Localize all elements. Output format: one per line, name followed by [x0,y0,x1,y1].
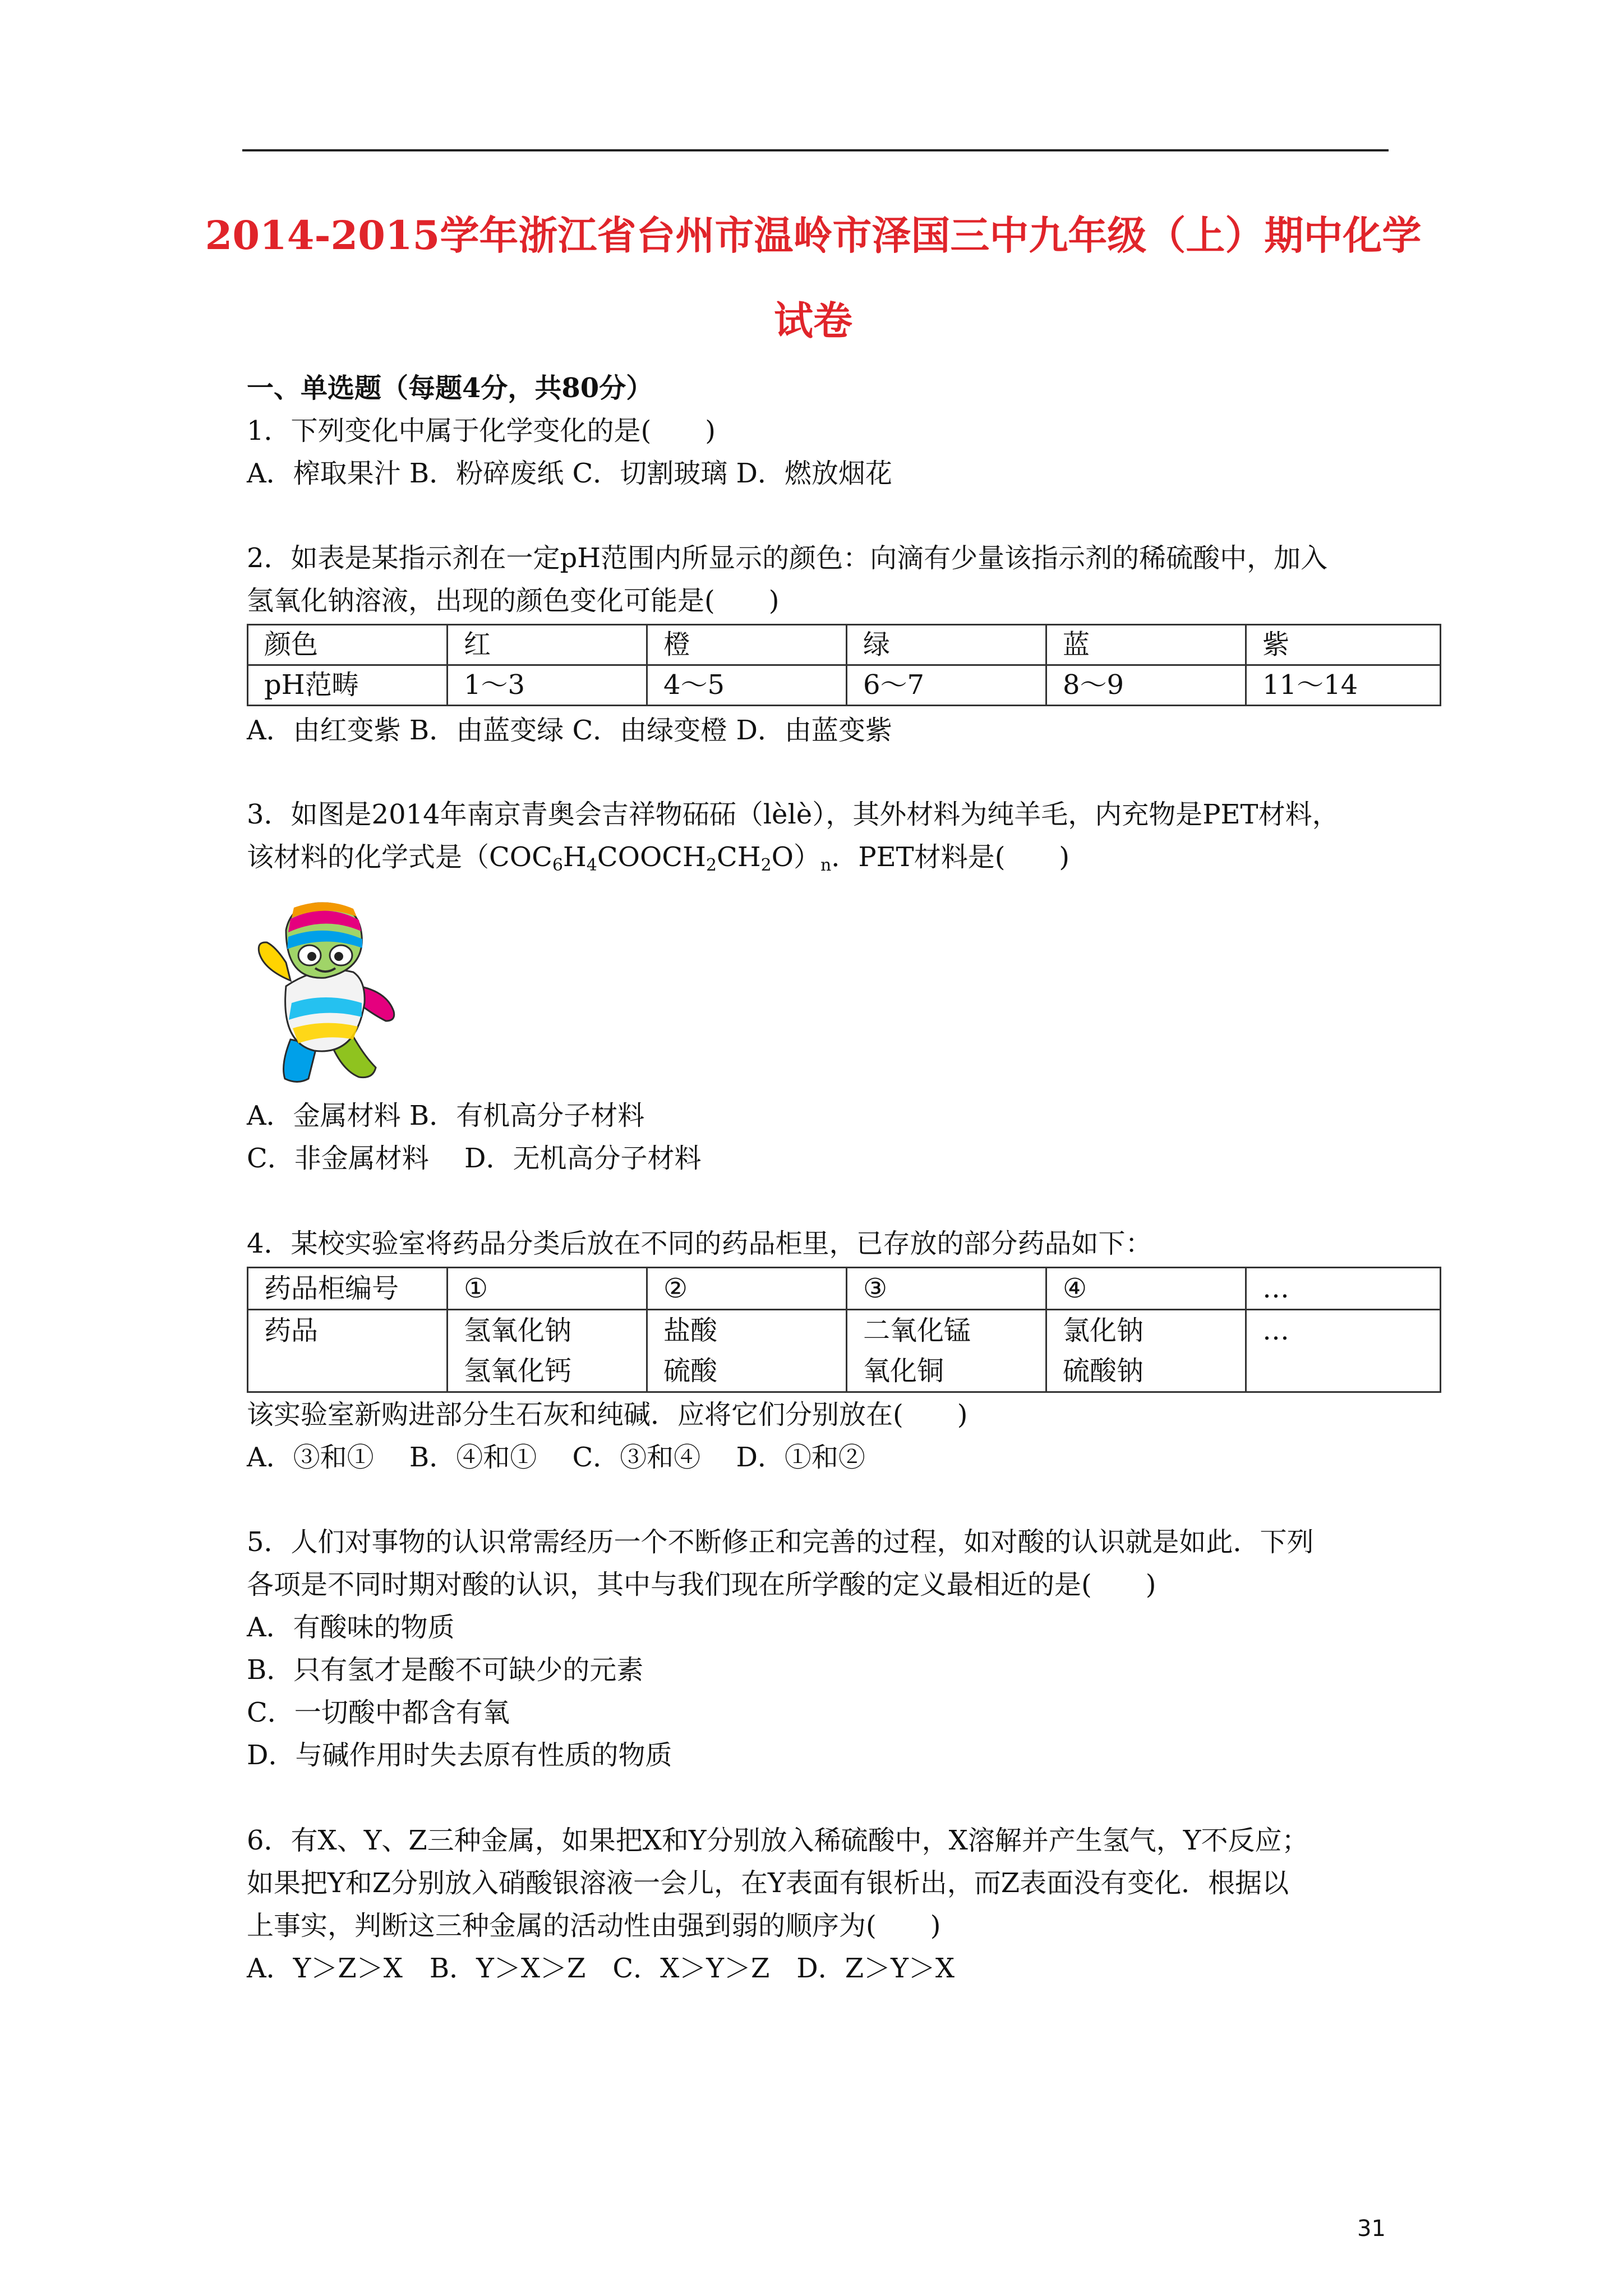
q3-options-cd: C．非金属材料 D．无机高分子材料 [247,1143,702,1174]
q3-subscript: 2 [760,855,772,875]
q2-cell: pH范畴 [248,665,448,706]
q4-drug: 硫酸 [663,1355,718,1387]
q2-cell: 11～14 [1246,665,1441,706]
q3-text: CH [716,841,761,873]
q4-cell [1046,1310,1246,1392]
mascot-image [247,896,404,1087]
q2-table-row-color [248,625,1441,665]
q6-options: A．Y＞Z＞X B．Y＞X＞Z C．X＞Y＞Z D．Z＞Y＞X [247,1953,955,1984]
q3-stem-line-2 [247,839,1069,875]
q2-cell: 4～5 [647,665,847,706]
q2-stem-line-2: 氢氧化钠溶液，出现的颜色变化可能是( ) [247,585,780,616]
q2-cell: 橙 [647,625,847,665]
q2-cell: 绿 [847,625,1046,665]
q4-after: 该实验室新购进部分生石灰和纯碱．应将它们分别放在( ) [247,1399,968,1430]
q2-options: A．由红变紫 B．由蓝变绿 C．由绿变橙 D．由蓝变紫 [247,715,892,746]
q6-stem-line-2: 如果把Y和Z分别放入硝酸银溶液一会儿，在Y表面有银析出，而Z表面没有变化．根据以 [247,1867,1289,1899]
page-number: 31 [1357,2216,1386,2242]
q4-cell: 药品 [248,1310,448,1392]
q5-option-b: B．只有氢才是酸不可缺少的元素 [247,1654,644,1686]
q4-table-drug-row [248,1310,1441,1392]
q4-cell: ③ [847,1268,1046,1310]
q4-drug: 硫酸钠 [1063,1355,1144,1387]
title-line-2: 试卷 [774,297,852,344]
q3-text: COOCH [597,841,706,873]
q3-text: O） [771,841,821,873]
q4-drug: 盐酸 [663,1315,718,1346]
q4-cell: 药品柜编号 [248,1268,448,1310]
q2-table-row-ph [248,665,1441,706]
q3-subscript: 6 [552,855,563,875]
q4-drug: 氧化铜 [863,1355,944,1387]
q3-options-ab: A．金属材料 B．有机高分子材料 [247,1100,645,1131]
q3-subscript: 2 [706,855,717,875]
q4-drug: 氢氧化钠 [464,1315,572,1346]
q2-stem-line-1: 2．如表是某指示剂在一定pH范围内所显示的颜色：向滴有少量该指示剂的稀硫酸中，加入 [247,542,1328,574]
q5-stem-line-2: 各项是不同时期对酸的认识，其中与我们现在所学酸的定义最相近的是( ) [247,1569,1156,1600]
q2-cell: 蓝 [1046,625,1246,665]
header-rule [242,149,1389,151]
q4-cell: ② [647,1268,847,1310]
q2-ph-table [247,624,1441,706]
q5-option-d: D．与碱作用时失去原有性质的物质 [247,1740,672,1771]
q4-stem: 4．某校实验室将药品分类后放在不同的药品柜里，已存放的部分药品如下： [247,1228,1152,1259]
q4-cell [647,1310,847,1392]
q4-drug: 二氧化锰 [863,1315,971,1346]
q2-cell: 6～7 [847,665,1046,706]
q5-option-a: A．有酸味的物质 [247,1612,455,1643]
q4-cell: ④ [1046,1268,1246,1310]
q4-drug: 氯化钠 [1063,1315,1144,1346]
q4-table-header-row [248,1268,1441,1310]
q3-text: H [562,841,587,873]
q3-text: ．PET材料是( ) [831,841,1070,873]
q1-options: A．榨取果汁 B．粉碎废纸 C．切割玻璃 D．燃放烟花 [247,458,892,489]
q5-option-c: C．一切酸中都含有氧 [247,1697,510,1728]
q1-stem: 1．下列变化中属于化学变化的是( ) [247,415,716,447]
q3-subscript: n [820,855,832,875]
q2-cell: 颜色 [248,625,448,665]
q4-options: A．③和① B．④和① C．③和④ D．①和② [247,1442,865,1473]
q6-stem-line-3: 上事实，判断这三种金属的活动性由强到弱的顺序为( ) [247,1910,941,1941]
q2-cell: 1～3 [448,665,647,706]
q2-cell: 8～9 [1046,665,1246,706]
q4-cell [847,1310,1046,1392]
title-line-1: 2014-2015学年浙江省台州市温岭市泽国三中九年级（上）期中化学 [205,212,1422,259]
q6-stem-line-1: 6．有X、Y、Z三种金属，如果把X和Y分别放入稀硫酸中，X溶解并产生氢气，Y不反应； [247,1825,1309,1856]
q2-cell: 紫 [1246,625,1441,665]
q4-cell: … [1246,1310,1441,1392]
q4-cell [448,1310,647,1392]
q3-subscript: 4 [586,855,597,875]
section-heading: 一、单选题（每题4分，共80分） [247,372,653,404]
q4-cell: … [1246,1268,1441,1310]
q4-drug: 氢氧化钙 [464,1355,572,1387]
q3-stem-line-1: 3．如图是2014年南京青奥会吉祥物砳砳（lèlè），其外材料为纯羊毛，内充物是PET材料， [247,799,1339,830]
q2-cell: 红 [448,625,647,665]
q3-text: 该材料的化学式是（COC [247,841,552,873]
q5-stem-line-1: 5．人们对事物的认识常需经历一个不断修正和完善的过程，如对酸的认识就是如此．下列 [247,1526,1314,1558]
q4-cabinet-table [247,1267,1441,1393]
q4-cell: ① [448,1268,647,1310]
